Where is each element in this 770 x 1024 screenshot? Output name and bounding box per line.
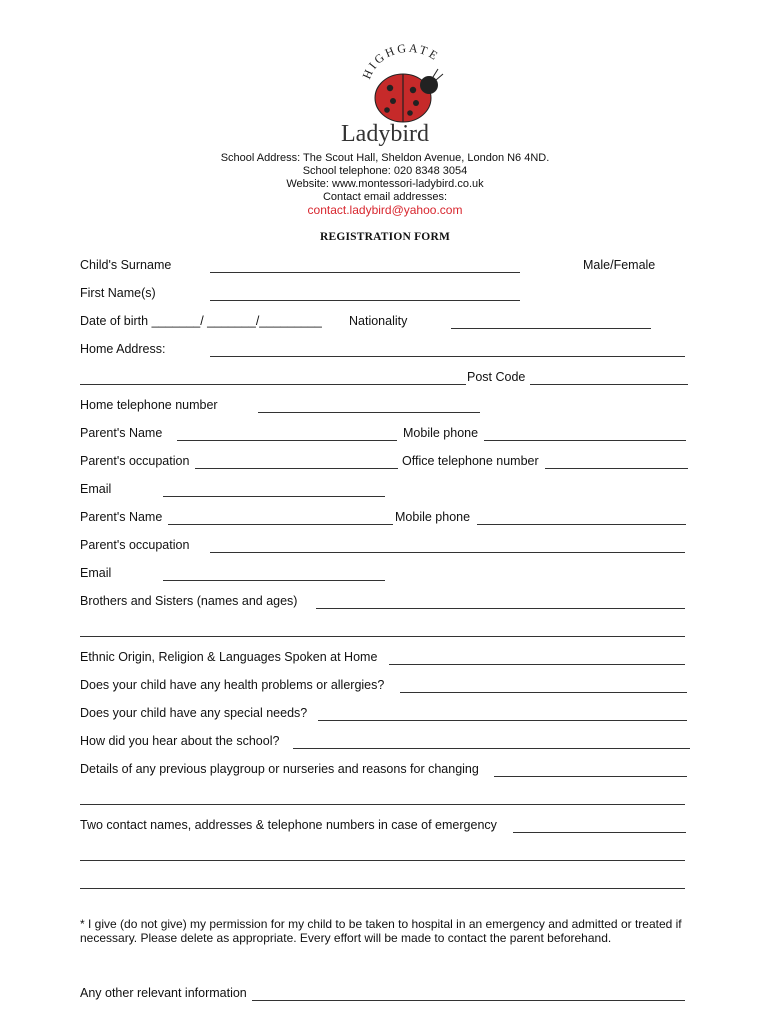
- parent-name-2-field[interactable]: [168, 524, 393, 525]
- health-label: Does your child have any health problems or allergies?: [80, 678, 385, 692]
- email-1-label: Email: [80, 482, 112, 496]
- form-title: REGISTRATION FORM: [319, 231, 451, 243]
- office-phone-label: Office telephone number: [402, 454, 539, 468]
- previous-playgroup-label: Details of any previous playgroup or nurseries and reasons for changing: [80, 762, 479, 776]
- mobile-1-label: Mobile phone: [403, 426, 479, 440]
- school-website[interactable]: Website: www.montessori-ladybird.co.uk: [286, 178, 484, 190]
- first-names-label: First Name(s): [80, 286, 156, 300]
- siblings-line-2[interactable]: [80, 636, 685, 637]
- email-2-label: Email: [80, 566, 112, 580]
- home-address-label: Home Address:: [80, 342, 166, 356]
- siblings-label: Brothers and Sisters (names and ages): [80, 594, 298, 608]
- contact-emails-label: Contact email addresses:: [322, 191, 448, 203]
- hear-about-field[interactable]: [293, 748, 690, 749]
- brand-name: Ladybird: [341, 121, 429, 147]
- emergency-contacts-line-2[interactable]: [80, 860, 685, 861]
- parent-occupation-1-label: Parent's occupation: [80, 454, 190, 468]
- email-2-field[interactable]: [163, 580, 385, 581]
- parent-occupation-1-field[interactable]: [195, 468, 398, 469]
- emergency-contacts-line-3[interactable]: [80, 888, 685, 889]
- other-info-field[interactable]: [252, 1000, 685, 1001]
- siblings-field[interactable]: [316, 608, 685, 609]
- emergency-contacts-label: Two contact names, addresses & telephone numbers in case of emergency: [80, 818, 497, 832]
- ladybird-icon: [375, 69, 443, 122]
- special-needs-field[interactable]: [318, 720, 687, 721]
- parent-occupation-2-label: Parent's occupation: [80, 538, 190, 552]
- ethnic-origin-label: Ethnic Origin, Religion & Languages Spoken at Home: [80, 650, 378, 664]
- nationality-label: Nationality: [349, 314, 408, 328]
- home-address-field[interactable]: [210, 356, 685, 357]
- health-field[interactable]: [400, 692, 687, 693]
- special-needs-label: Does your child have any special needs?: [80, 706, 308, 720]
- hospital-permission-statement: * I give (do not give) my permission for my child to be taken to hospital in an emergency and admitted or treated if necessary. Please delete as appropriate. Every effort will be made to contact the parent beforehand.: [80, 917, 682, 945]
- first-names-field[interactable]: [210, 300, 520, 301]
- parent-name-2-label: Parent's Name: [80, 510, 163, 524]
- previous-playgroup-line-2[interactable]: [80, 804, 685, 805]
- other-info-label: Any other relevant information: [80, 986, 247, 1000]
- gender-option[interactable]: Male/Female: [583, 258, 656, 272]
- parent-name-1-label: Parent's Name: [80, 426, 163, 440]
- contact-email-link[interactable]: contact.ladybird@yahoo.com: [307, 203, 463, 217]
- mobile-2-field[interactable]: [477, 524, 686, 525]
- email-1-field[interactable]: [163, 496, 385, 497]
- previous-playgroup-field[interactable]: [494, 776, 687, 777]
- date-of-birth-field[interactable]: Date of birth _______/ _______/_________: [80, 314, 322, 328]
- mobile-1-field[interactable]: [484, 440, 686, 441]
- logo-arc-text: HIGHGATE: [359, 40, 443, 82]
- ethnic-origin-field[interactable]: [389, 664, 685, 665]
- hear-about-label: How did you hear about the school?: [80, 734, 280, 748]
- home-address-line-2[interactable]: [80, 384, 466, 385]
- parent-name-1-field[interactable]: [177, 440, 397, 441]
- school-address: School Address: The Scout Hall, Sheldon Avenue, London N6 4ND.: [220, 152, 550, 164]
- surname-label: Child's Surname: [80, 258, 172, 272]
- home-phone-label: Home telephone number: [80, 398, 218, 412]
- post-code-label: Post Code: [467, 370, 526, 384]
- home-phone-field[interactable]: [258, 412, 480, 413]
- office-phone-field[interactable]: [545, 468, 688, 469]
- nationality-field[interactable]: [451, 328, 651, 329]
- school-telephone: School telephone: 020 8348 3054: [302, 165, 468, 177]
- mobile-2-label: Mobile phone: [395, 510, 471, 524]
- emergency-contacts-field[interactable]: [513, 832, 686, 833]
- surname-field[interactable]: [210, 272, 520, 273]
- post-code-field[interactable]: [530, 384, 688, 385]
- parent-occupation-2-field[interactable]: [210, 552, 685, 553]
